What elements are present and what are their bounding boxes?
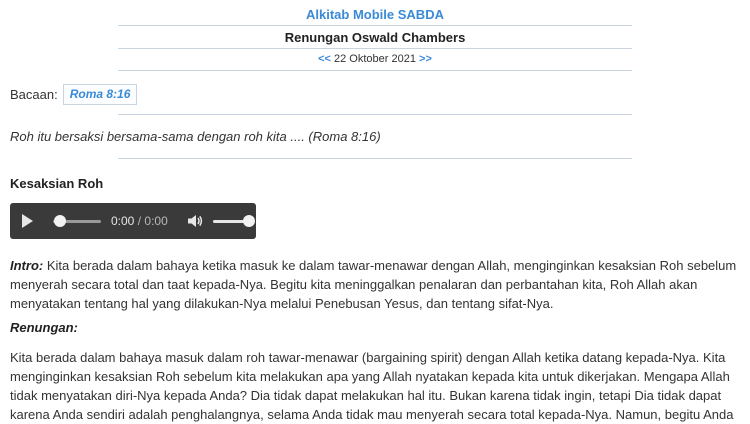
date-label: 22 Oktober 2021 [334, 53, 416, 65]
prev-day-link[interactable]: << [318, 53, 331, 65]
date-navigation [0, 53, 750, 65]
renungan-text: Kita berada dalam bahaya masuk dalam roh tawar-menawar (bargaining spirit) dengan Allah ketika datang kepada-Nya. Kita menginginkan kesaksian Roh sebelum kita melakukan apa yang Allah nyatakan kepada kita untuk dikerjakan. Mengapa Allah tidak menyatakan diri-Nya kepada Anda? Dia tidak dapat melakukan hal itu. Bukan karena tidak ingin, tetapi Dia tidak dapat karena Anda sendiri adalah penghalangnya, selama Anda tidak mau menyerah secara total kepada-Nya. Namun, begitu Anda [10, 350, 734, 422]
progress-knob[interactable] [54, 215, 66, 227]
current-time: 0:00 [111, 214, 135, 228]
reading-reference-link[interactable]: Roma 8:16 [63, 84, 138, 105]
divider-date [118, 70, 632, 71]
page-subtitle: Renungan Oswald Chambers [284, 30, 466, 45]
site-title[interactable]: Alkitab Mobile SABDA [306, 7, 444, 22]
divider-mid [118, 48, 632, 49]
intro-text: Kita berada dalam bahaya ketika masuk ke dalam tawar-menawar dengan Allah, menginginkan kesaksian Roh sebelum menyerah secara total dan taat kepada-Nya. Begitu kita meninggalkan penalaran dan perbantahan kita, Roh Allah akan menyatakan tentang hal yang dilakukan-Nya melalui Penebusan Yesus, dan tentang sifat-Nya. [10, 258, 737, 311]
reading-row [10, 84, 137, 105]
intro-paragraph [10, 256, 740, 313]
reading-label: Bacaan: [10, 87, 58, 102]
time-display [111, 214, 168, 228]
divider-verse-top [118, 114, 632, 115]
audio-player [10, 203, 256, 239]
verse-text: Roh itu bersaksi bersama-sama dengan roh kita .... (Roma 8:16) [10, 129, 381, 144]
volume-icon[interactable] [187, 214, 203, 228]
divider-verse-bottom [118, 158, 632, 159]
time-separator: / [137, 214, 142, 228]
play-icon[interactable] [22, 214, 33, 228]
next-day-link[interactable]: >> [419, 53, 432, 65]
volume-knob[interactable] [243, 215, 255, 227]
section-heading: Kesaksian Roh [10, 176, 104, 191]
duration-time: 0:00 [144, 214, 168, 228]
renungan-label: Renungan: [10, 320, 78, 335]
intro-label: Intro: [10, 258, 44, 273]
divider-top [118, 25, 632, 26]
